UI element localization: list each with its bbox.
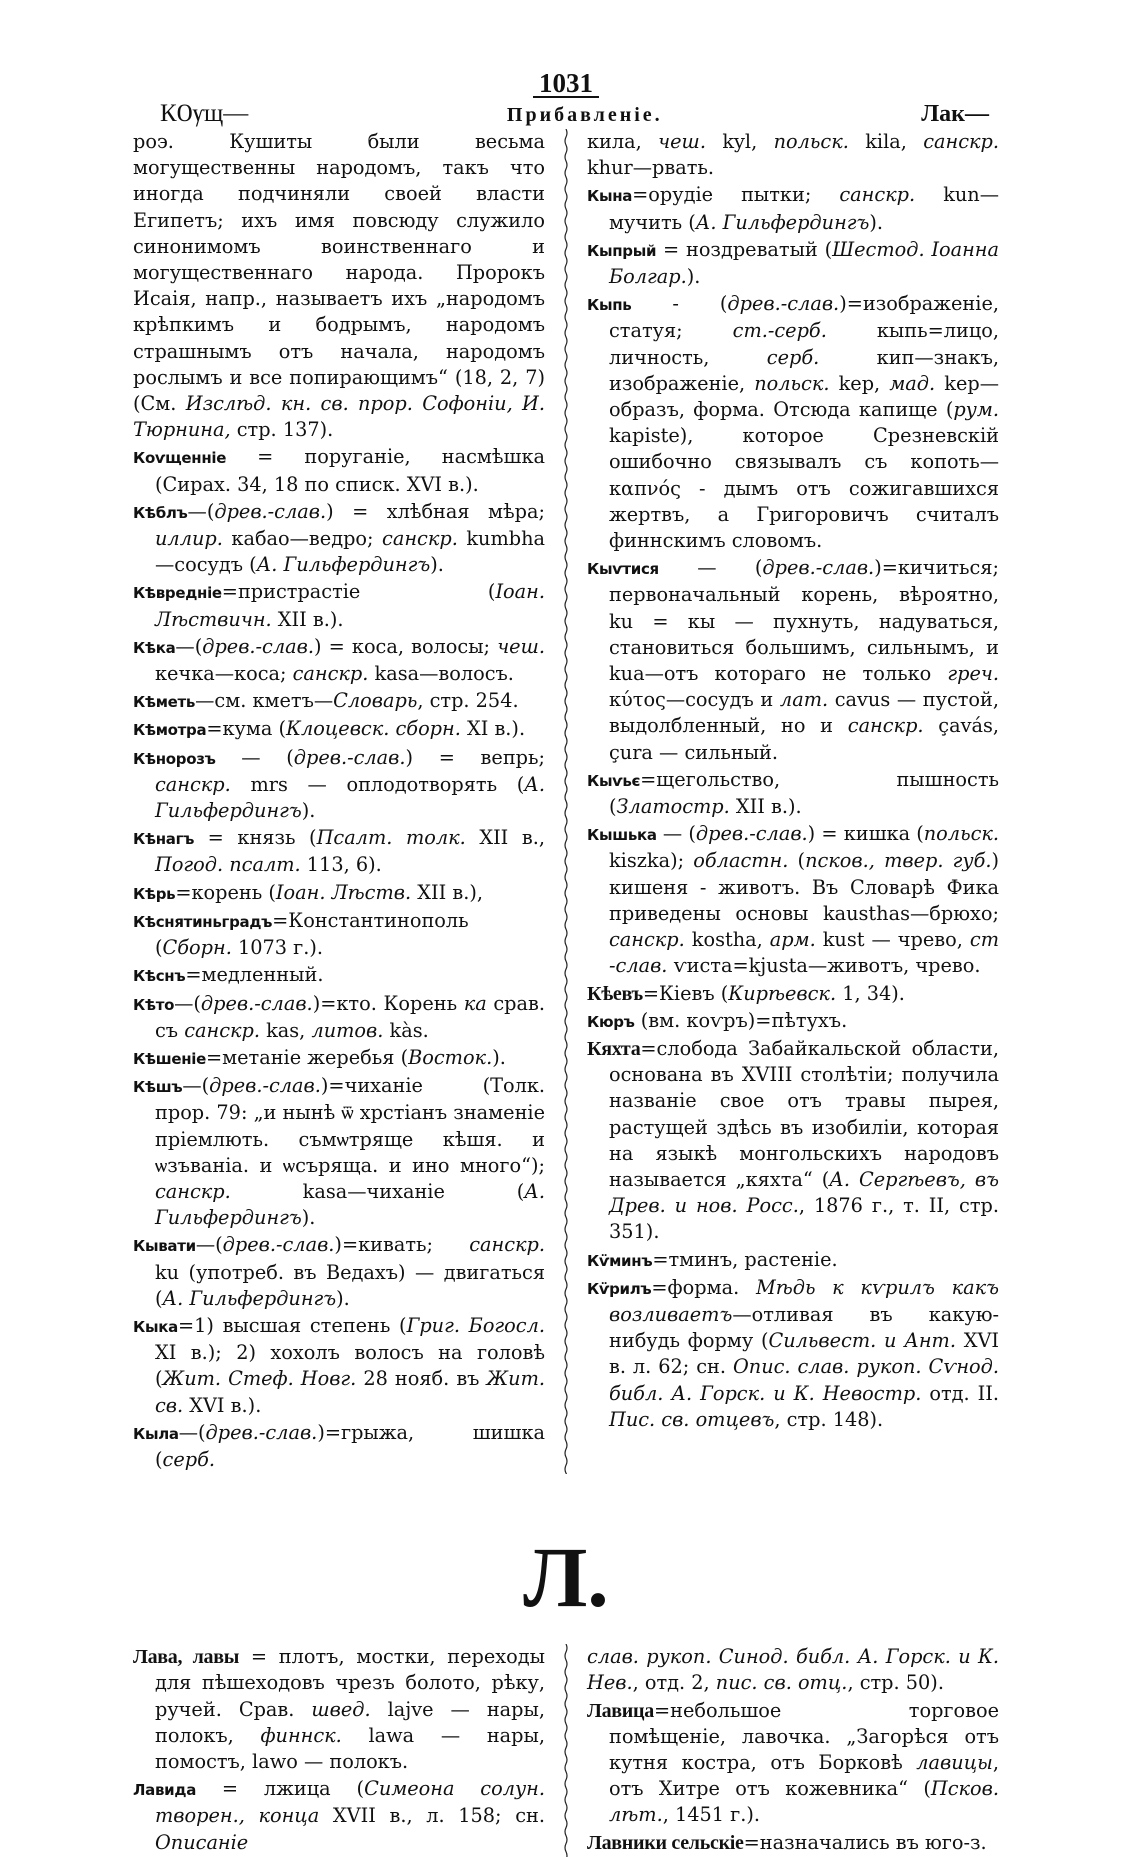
page-number-text: 1031 — [533, 71, 599, 98]
italic-reference: лавицы — [916, 1750, 993, 1774]
definition-text: ). — [301, 1206, 316, 1230]
definition-text: ( — [788, 849, 806, 873]
definition-text: kust — чрево, — [815, 928, 970, 952]
italic-reference: Описаніе — [155, 1830, 249, 1854]
definition-text: =пристрастіе ( — [221, 580, 496, 604]
italic-reference: Клоцевск. сборн. — [286, 717, 461, 741]
dictionary-entry — [587, 182, 999, 235]
headword: Кыпрый — [587, 241, 657, 260]
wavy-rule — [563, 129, 569, 1474]
headword: Кѣснъ — [133, 967, 186, 986]
definition-text: khur—рвать. — [587, 156, 715, 180]
headword: Кѵ̈рилъ — [587, 1279, 652, 1298]
page — [133, 0, 999, 1857]
definition-text: ) = кишка ( — [807, 822, 924, 846]
definition-text: ) = коса, волосы; — [313, 634, 498, 658]
dictionary-entry — [587, 1036, 999, 1246]
dictionary-entry — [133, 962, 545, 989]
definition-text: стр. 137). — [230, 418, 334, 442]
definition-text: = ноздреватый ( — [656, 237, 833, 261]
definition-text: —( — [182, 1074, 210, 1098]
headword: Кюръ — [587, 1012, 635, 1031]
definition-text: )=чиханіе (Толк. прор. 79: „и нынѣ ѿ хрстіанъ знаменіе пріемлють. съмѡтряще кѣшя. и ѡзъваніа. и ѡсъряща. и ино много“); — [155, 1074, 545, 1177]
definition-text: XII в., — [465, 826, 545, 850]
dictionary-entry — [133, 1776, 545, 1856]
dictionary-entry — [587, 1275, 999, 1433]
headword: Кѣснятиньградъ — [133, 912, 273, 931]
bottom-right-column — [587, 1644, 999, 1857]
italic-reference: Златостр. — [616, 795, 730, 819]
definition-text: kasa—волосъ. — [368, 662, 514, 686]
bottom-columns — [133, 1644, 999, 1857]
italic-reference: лат. — [779, 688, 829, 712]
definition-text: , 1451 г.). — [662, 1803, 761, 1827]
headword: Кѣблъ — [133, 503, 188, 522]
italic-reference: иллир. — [155, 527, 223, 551]
italic-reference: А. Гильфердингъ — [695, 210, 870, 234]
section-letter: Л. — [523, 1529, 609, 1626]
italic-reference: древ.-слав. — [762, 556, 875, 580]
definition-text: kàs. — [383, 1018, 429, 1042]
dictionary-entry — [133, 634, 545, 687]
italic-reference: Симеона солун. творен., конца — [155, 1777, 546, 1828]
dictionary-entry — [587, 981, 999, 1007]
definition-text: XI в.). — [460, 717, 526, 741]
headword: Кѣевъ — [587, 982, 643, 1005]
italic-reference: пис. св. отц. — [715, 1671, 848, 1695]
italic-reference: ка — [463, 991, 487, 1015]
definition-text: кечка—коса; — [155, 662, 293, 686]
dictionary-entry — [587, 1644, 999, 1696]
definition-text: kila, — [848, 130, 924, 153]
dictionary-entry — [587, 767, 999, 820]
italic-reference: древ.-слав. — [202, 634, 314, 658]
definition-text: kun—мучить ( — [609, 183, 999, 234]
definition-text: , стр. 50). — [847, 1671, 944, 1695]
definition-text: — ( — [215, 745, 294, 769]
italic-reference: слав. рукоп. Синод. библ. А. Горск. и К. Нев. — [587, 1645, 999, 1695]
definition-text: отд. II. — [921, 1381, 999, 1405]
column-divider-bottom — [545, 1644, 587, 1857]
definition-text: )=кичиться; первоначальный корень, вѣроятно, ku = кы — пухнуть, надуваться, становиться большимъ, сильнымъ, и kua—отъ котораго не только — [609, 556, 999, 686]
definition-text: ). — [336, 1286, 350, 1310]
definition-text: срав. съ — [155, 991, 546, 1042]
definition-text: =назначались въ юго-з. — [743, 1830, 987, 1854]
headword: Кѣмотра — [133, 721, 207, 740]
italic-reference: А. Гильфердингъ — [162, 1286, 337, 1310]
definition-text: —( — [175, 634, 203, 658]
definition-text: , отд. 2, — [632, 1671, 716, 1695]
dictionary-entry — [587, 237, 999, 290]
italic-reference: греч. — [947, 662, 999, 686]
dictionary-entry — [587, 821, 999, 979]
dictionary-entry — [133, 1073, 545, 1231]
definition-text: kiszka); — [609, 849, 694, 873]
definition-text: kapiste), которое Срезневскій ошибочно связывалъ съ копоть—καπνός - дымъ отъ сожигавшихся жертвъ, а Григоровичъ считалъ финнскимъ словомъ. — [609, 424, 999, 553]
headword: Коѵщенніе — [133, 449, 227, 468]
italic-reference: А. Гильфердингъ — [155, 1179, 545, 1230]
definition-text: —( — [178, 1420, 206, 1444]
running-header — [133, 100, 999, 129]
headword: Кына — [587, 187, 633, 206]
dictionary-entry — [587, 1830, 999, 1856]
definition-text: =слобода Забайкальской области, основана въ XVIII столѣтіи; получила названіе свое отъ травы пырея, растущей здѣсь въ изобиліи, которая на языкѣ монгольскихъ народовъ называется „кяхта“ ( — [609, 1036, 999, 1191]
italic-reference: псков., твер. губ. — [805, 849, 992, 873]
dictionary-entry — [133, 1313, 545, 1419]
definition-text: ). — [301, 799, 316, 823]
definition-text: )=кивать; — [334, 1233, 470, 1257]
definition-text: —см. кметъ— — [195, 689, 334, 713]
definition-text: — ( — [656, 822, 696, 846]
definition-text: , стр. 148). — [774, 1407, 884, 1431]
dictionary-entry — [133, 1644, 545, 1775]
italic-reference: древ.-слав. — [200, 991, 313, 1015]
dictionary-entry — [133, 745, 545, 825]
italic-reference: Изслѣд. кн. св. прор. Софоніи, И. Тюрнина, — [133, 392, 545, 442]
definition-text: —( — [174, 991, 201, 1015]
dictionary-entry — [133, 1045, 545, 1072]
definition-text: XII в.), — [411, 880, 483, 904]
definition-text: ) = вепрь; — [405, 745, 546, 769]
headword: Кывати — [133, 1237, 196, 1256]
dictionary-entry — [133, 908, 545, 961]
italic-reference: Псалт. толк. — [316, 826, 466, 850]
headword: Кышька — [587, 826, 657, 845]
definition-text: =кума ( — [206, 717, 287, 741]
definition-text: XII в.). — [729, 795, 802, 819]
italic-reference: Жит. св. — [155, 1367, 545, 1417]
italic-reference: древ.-слав. — [214, 499, 327, 523]
dictionary-entry — [587, 291, 999, 554]
italic-reference: древ.-слав. — [695, 822, 808, 846]
headword: Кѣшъ — [133, 1078, 183, 1097]
definition-text: )=грыжа, шишка ( — [155, 1420, 545, 1471]
italic-reference: Жит. Стеф. Новг. — [162, 1367, 357, 1391]
italic-reference: санскр. — [184, 1018, 260, 1042]
definition-text: = поруганіе, насмѣшка (Сирах. 34, 18 по списк. XVI в.). — [155, 445, 545, 496]
definition-text: cavus — пустой, выдолбленный, но и — [609, 688, 999, 738]
dictionary-entry — [133, 716, 545, 743]
headword: Кѵ̈минъ — [587, 1251, 653, 1270]
headword: Лавники сельскіе — [587, 1831, 744, 1854]
headword: Кѣметь — [133, 693, 196, 712]
definition-text: =Кіевъ ( — [642, 981, 729, 1005]
headword: Лавица — [587, 1699, 654, 1722]
italic-reference: польск. — [773, 130, 849, 153]
definition-text: XI в.); 2) хохолъ волосъ на головѣ ( — [155, 1341, 545, 1391]
italic-reference: Іоан. Лѣств. — [275, 880, 412, 904]
italic-reference: Іоан. Лѣствичн. — [155, 580, 545, 631]
definition-text: кила, — [587, 130, 659, 153]
dictionary-entry — [133, 499, 545, 579]
definition-text: ). — [492, 1045, 506, 1069]
italic-reference: серб. — [162, 1447, 215, 1471]
italic-reference: польск. — [754, 371, 830, 395]
dictionary-entry — [133, 991, 545, 1044]
wavy-rule — [563, 1644, 569, 1857]
definition-text: kumbha—сосудъ ( — [155, 527, 545, 577]
dictionary-entry — [133, 579, 545, 632]
headword: Лава, лавы — [133, 1646, 240, 1669]
italic-reference: санскр. — [609, 928, 685, 952]
definition-text: lawa — нары, помостъ, lawo — полокъ. — [155, 1723, 545, 1773]
section-letter-row — [133, 1474, 999, 1644]
italic-reference: польск. — [923, 822, 1000, 846]
headword: Кѣнорозъ — [133, 749, 216, 768]
definition-text: , стр. 254. — [417, 689, 519, 713]
italic-reference: санскр. — [382, 527, 458, 551]
headword: Кыла — [133, 1424, 179, 1443]
italic-reference: древ.-слав. — [209, 1074, 321, 1098]
definition-text: 28 нояб. въ — [356, 1367, 487, 1391]
italic-reference: ст.-серб. — [732, 319, 827, 343]
italic-reference: ст -слав. — [609, 928, 999, 978]
dictionary-entry — [133, 129, 545, 443]
definition-text: =Константинополь ( — [155, 908, 469, 960]
dictionary-entry — [587, 1698, 999, 1829]
definition-text: kasa—чиханіе ( — [230, 1179, 525, 1203]
definition-text: =корень ( — [175, 880, 276, 904]
italic-reference: арм. — [769, 928, 816, 952]
definition-text: ). — [869, 210, 884, 234]
italic-reference: санскр. — [292, 662, 369, 686]
definition-text: кабао—ведро; — [222, 527, 383, 551]
definition-text: —( — [187, 499, 215, 523]
dictionary-entry — [587, 555, 999, 766]
headword: Кѣшеніе — [133, 1049, 206, 1068]
definition-text: (вм. коѵръ)=пѣтухъ. — [634, 1008, 848, 1032]
headword: Кѣка — [133, 638, 176, 657]
italic-reference: древ.-слав. — [727, 292, 840, 316]
headword: Кѣрь — [133, 884, 176, 903]
italic-reference: А. Гильфердингъ — [155, 772, 545, 823]
headword: Кыѵьє — [587, 771, 641, 790]
definition-text: lajve — нары, полокъ, — [155, 1697, 545, 1747]
italic-reference: Кирѣевск. — [728, 981, 837, 1005]
left-guide-word: КѸщ— — [160, 100, 249, 127]
bottom-left-column — [133, 1644, 545, 1857]
headword: Кыка — [133, 1317, 178, 1336]
definition-text: — ( — [658, 556, 763, 580]
italic-reference: древ.-слав. — [222, 1233, 335, 1257]
definition-text: κύτος—сосудъ и — [609, 688, 780, 712]
definition-text: XII в.). — [271, 607, 344, 631]
headword: Кяхта — [587, 1037, 641, 1060]
definition-text: —( — [195, 1233, 223, 1257]
italic-reference: Словарь — [333, 689, 418, 713]
left-column — [133, 129, 545, 1474]
definition-text: )=изображеніе, статуя; — [609, 292, 999, 343]
italic-reference: Пис. св. отцевъ — [609, 1407, 775, 1431]
italic-reference: А. Сергѣевъ, въ Древ. и нов. Росс. — [609, 1167, 999, 1218]
italic-reference: Шестод. Іоанна Болгар. — [609, 237, 999, 289]
definition-text: =1) высшая степень ( — [177, 1313, 407, 1337]
headword: Кѣто — [133, 995, 175, 1014]
definition-text: ) кишеня - животъ. Въ Словарѣ Фика приведены основы kausthas—брюхо; — [609, 849, 1000, 925]
dictionary-entry — [133, 444, 545, 497]
italic-reference: чеш. — [658, 130, 706, 153]
definition-text: =медленный. — [185, 963, 324, 987]
column-divider-top — [545, 129, 587, 1474]
italic-reference: Восток. — [408, 1045, 493, 1069]
italic-reference: рум. — [953, 398, 999, 422]
italic-reference: Сильвест. и Ант. — [768, 1329, 956, 1353]
dictionary-entry — [133, 1232, 545, 1312]
italic-reference: Псков. лѣт. — [609, 1777, 999, 1827]
definition-text: kostha, — [684, 928, 770, 952]
italic-reference: литов. — [311, 1018, 384, 1042]
definition-text: )=кто. Корень — [312, 991, 464, 1015]
italic-reference: древ.-слав. — [205, 1420, 318, 1444]
dictionary-entry — [133, 880, 545, 907]
dictionary-entry — [133, 825, 545, 878]
italic-reference: санскр. — [155, 772, 231, 796]
italic-reference: финнск. — [260, 1723, 342, 1747]
definition-text: , 1876 г., т. II, стр. 351). — [609, 1194, 999, 1244]
italic-reference: древ.-слав. — [293, 745, 406, 769]
italic-reference: швед. — [311, 1697, 371, 1721]
definition-text: 113, 6). — [300, 853, 382, 877]
definition-text: = плотъ, мостки, переходы для пѣшеходовъ чрезъ болото, рѣку, ручей. Срав. — [155, 1645, 546, 1721]
definition-text: kas, — [259, 1018, 312, 1042]
definition-text: kyl, — [705, 130, 774, 153]
definition-text: ). — [430, 553, 444, 577]
dictionary-entry — [587, 129, 999, 181]
definition-text: —отливая въ какую-нибудь форму ( — [609, 1302, 999, 1353]
italic-reference: санскр. — [155, 1179, 231, 1203]
italic-reference: мад. — [889, 371, 936, 395]
definition-text: кыпь=лицо, личность, — [609, 319, 999, 369]
running-title: Прибавленіе. — [506, 104, 663, 126]
dictionary-entry — [133, 1420, 545, 1473]
definition-text: ) = хлѣбная мѣра; — [326, 499, 545, 523]
italic-reference: А. Гильфердингъ — [256, 553, 431, 577]
definition-text: çavás, çura — сильный. — [609, 714, 999, 764]
definition-text: кип—знакъ, изображеніе, — [609, 345, 999, 395]
definition-text: , отъ Хитре отъ кожевника“ ( — [609, 1750, 999, 1801]
definition-text: ). — [686, 265, 701, 289]
dictionary-entry — [587, 1247, 999, 1274]
italic-reference: санскр. — [923, 130, 1000, 153]
definition-text: =щегольство, пышность ( — [609, 767, 999, 819]
italic-reference: чеш. — [497, 634, 545, 658]
definition-text: =тминъ, растеніе. — [652, 1247, 838, 1271]
headword: Кыѵтися — [587, 560, 659, 579]
italic-reference: Сборн. — [162, 936, 232, 960]
definition-text: ѵиста=kjusta—животъ, чрево. — [667, 954, 981, 978]
definition-text: - ( — [631, 292, 728, 316]
dictionary-entry — [587, 1008, 999, 1035]
definition-text: =форма. — [651, 1275, 756, 1299]
definition-text: 1, 34). — [836, 981, 905, 1005]
headword: Кѣнагъ — [133, 830, 195, 849]
definition-text: mrs — оплодотворять ( — [230, 772, 525, 796]
italic-reference: Опис. слав. рукоп. Сѵнод. библ. А. Горск. и К. Невостр. — [609, 1355, 999, 1405]
dictionary-entry — [133, 688, 545, 715]
definition-text: XVII в., л. 158; сн. — [319, 1804, 545, 1828]
definition-text: роэ. Кушиты были весьма могущественны народомъ, такъ что иногда подчиняли своей власти Египетъ; ихъ имя повсюду служило синонимомъ воинственнаго и могущественнаго народа. Пророкъ Исаія, напр., называетъ ихъ „народомъ крѣпкимъ и бодрымъ, народомъ страшнымъ отъ начала, народомъ рослымъ и все попирающимъ“ (18, 2, 7) (См. — [133, 130, 545, 416]
definition-text: = лжица ( — [196, 1777, 365, 1801]
definition-text: 1073 г.). — [231, 936, 324, 960]
headword: Лавида — [133, 1781, 197, 1800]
definition-text: kep—образъ, форма. Отсюда капище ( — [609, 371, 999, 422]
definition-text: XVI в. л. 62; сн. — [609, 1329, 999, 1379]
definition-text: = князь ( — [194, 826, 317, 850]
headword: Кѣвредніе — [133, 584, 222, 603]
italic-reference: Григ. Богосл. — [406, 1313, 545, 1337]
italic-reference: санскр. — [469, 1233, 545, 1257]
italic-reference: санскр. — [839, 183, 916, 207]
definition-text: XVI в.). — [183, 1393, 262, 1417]
italic-reference: Погод. псалт. — [155, 853, 301, 877]
page-number — [133, 68, 999, 98]
italic-reference: областн. — [693, 849, 789, 873]
definition-text: =метаніе жеребья ( — [205, 1045, 409, 1069]
headword: Кыпь — [587, 296, 632, 315]
italic-reference: серб. — [766, 345, 820, 369]
right-column — [587, 129, 999, 1474]
definition-text: =орудіе пытки; — [632, 183, 840, 207]
definition-text: kep, — [829, 371, 890, 395]
definition-text: ku (употреб. въ Ведахъ) — двигаться ( — [155, 1260, 545, 1310]
definition-text: =небольшое торговое помѣщеніе, лавочка. „Загорѣся отъ кутня костра, отъ Борковѣ — [609, 1698, 999, 1774]
right-guide-word: Лак— — [921, 101, 989, 127]
italic-reference: Мѣдь к кѵрилъ какъ возливаетъ — [609, 1275, 1000, 1326]
italic-reference: санскр. — [847, 714, 924, 738]
top-columns — [133, 129, 999, 1474]
